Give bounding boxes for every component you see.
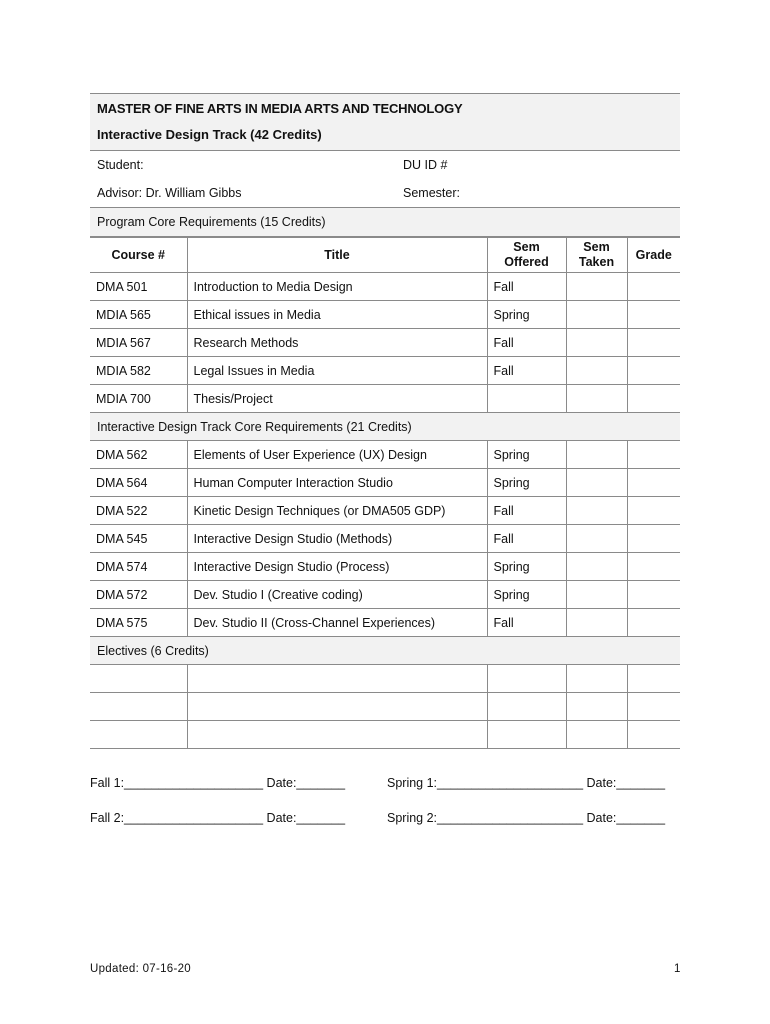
track-course-row [90,609,680,637]
elective-row [90,665,680,693]
course-number: MDIA 700 [90,385,187,413]
grade-cell[interactable] [627,301,680,329]
course-title: Thesis/Project [187,385,487,413]
course-number: DMA 501 [90,273,187,301]
elective-offered-cell[interactable] [487,721,566,749]
fall2-signature[interactable]: Fall 2:____________________ Date:_______ [90,811,346,825]
sem-taken-cell[interactable] [566,525,627,553]
track-course-row [90,441,680,469]
sem-offered: Fall [487,329,566,357]
course-title: Interactive Design Studio (Methods) [187,525,487,553]
course-title: Legal Issues in Media [187,357,487,385]
sem-taken-cell[interactable] [566,553,627,581]
course-number: MDIA 565 [90,301,187,329]
title-header: Title [187,238,487,273]
core-course-row [90,385,680,413]
grade-cell[interactable] [627,497,680,525]
sem-taken-cell[interactable] [566,609,627,637]
track-course-row [90,581,680,609]
elective-course-cell[interactable] [90,721,187,749]
elective-course-cell[interactable] [90,665,187,693]
sem-offered: Fall [487,609,566,637]
elective-grade-cell[interactable] [627,693,680,721]
elective-taken-cell[interactable] [566,665,627,693]
elective-offered-cell[interactable] [487,693,566,721]
table-header-row [90,238,680,273]
spring2-signature[interactable]: Spring 2:_____________________ Date:_______ [387,811,666,825]
grade-cell[interactable] [627,357,680,385]
form-subtitle: Interactive Design Track (42 Credits) [97,127,322,142]
course-title: Introduction to Media Design [187,273,487,301]
track-course-row [90,497,680,525]
sem-offered: Fall [487,273,566,301]
grade-cell[interactable] [627,609,680,637]
sem-taken-cell[interactable] [566,301,627,329]
course-table [90,237,680,749]
sem-offered: Spring [487,581,566,609]
sem-offered: Fall [487,357,566,385]
grade-cell[interactable] [627,525,680,553]
elective-course-cell[interactable] [90,693,187,721]
form-title: MASTER OF FINE ARTS IN MEDIA ARTS AND TECHNOLOGY [97,101,463,116]
course-title: Kinetic Design Techniques (or DMA505 GDP) [187,497,487,525]
section-track-row [90,413,680,441]
elective-offered-cell[interactable] [487,665,566,693]
student-label: Student: [97,158,144,172]
signature-row-1 [90,772,680,807]
grade-cell[interactable] [627,469,680,497]
grade-cell[interactable] [627,581,680,609]
grade-cell[interactable] [627,273,680,301]
grade-cell[interactable] [627,329,680,357]
fall1-signature[interactable]: Fall 1:____________________ Date:_______ [90,776,346,790]
page-number: 1 [674,963,681,975]
elective-title-cell[interactable] [187,721,487,749]
sem-taken-cell[interactable] [566,469,627,497]
grade-header: Grade [627,238,680,273]
core-course-row [90,329,680,357]
course-title: Human Computer Interaction Studio [187,469,487,497]
sem-taken-cell[interactable] [566,497,627,525]
course-title: Interactive Design Studio (Process) [187,553,487,581]
course-number: DMA 545 [90,525,187,553]
section-electives: Electives (6 Credits) [90,637,680,665]
elective-taken-cell[interactable] [566,721,627,749]
sem-taken-cell[interactable] [566,273,627,301]
core-course-row [90,301,680,329]
spring1-signature[interactable]: Spring 1:_____________________ Date:_______ [387,776,666,790]
course-number: DMA 575 [90,609,187,637]
elective-taken-cell[interactable] [566,693,627,721]
signature-row-2 [90,807,680,842]
course-title: Elements of User Experience (UX) Design [187,441,487,469]
section-electives-row [90,637,680,665]
course-number: DMA 574 [90,553,187,581]
sem-offered: Fall [487,497,566,525]
updated-date: Updated: 07-16-20 [90,963,192,975]
core-course-row [90,273,680,301]
course-title: Research Methods [187,329,487,357]
sem-offered: Spring [487,469,566,497]
course-number: DMA 562 [90,441,187,469]
sem-offered-header: Sem Offered [487,238,566,273]
sem-taken-cell[interactable] [566,581,627,609]
sem-taken-header: Sem Taken [566,238,627,273]
student-row [90,151,680,179]
section-track: Interactive Design Track Core Requirements (21 Credits) [90,413,680,441]
sem-offered: Fall [487,525,566,553]
course-number: DMA 522 [90,497,187,525]
elective-row [90,693,680,721]
elective-title-cell[interactable] [187,665,487,693]
track-course-row [90,525,680,553]
elective-grade-cell[interactable] [627,665,680,693]
sem-offered: Spring [487,441,566,469]
advisor-label: Advisor: Dr. William Gibbs [97,186,242,200]
elective-title-cell[interactable] [187,693,487,721]
sem-offered: Spring [487,301,566,329]
course-number: DMA 572 [90,581,187,609]
track-course-row [90,469,680,497]
signature-block [90,772,680,842]
sem-taken-cell[interactable] [566,441,627,469]
elective-row [90,721,680,749]
core-course-row [90,357,680,385]
course-title: Ethical issues in Media [187,301,487,329]
form-header [90,93,680,151]
course-number: MDIA 582 [90,357,187,385]
section-core: Program Core Requirements (15 Credits) [90,207,680,237]
track-course-row [90,553,680,581]
sem-taken-cell[interactable] [566,329,627,357]
degree-form [90,93,680,749]
grade-cell[interactable] [627,441,680,469]
grade-cell[interactable] [627,385,680,413]
duid-label: DU ID # [403,158,448,172]
sem-offered [487,385,566,413]
course-title: Dev. Studio I (Creative coding) [187,581,487,609]
course-header: Course # [90,238,187,273]
sem-offered: Spring [487,553,566,581]
advisor-row [90,179,680,207]
course-title: Dev. Studio II (Cross-Channel Experiences) [187,609,487,637]
sem-taken-cell[interactable] [566,385,627,413]
course-number: DMA 564 [90,469,187,497]
course-number: MDIA 567 [90,329,187,357]
grade-cell[interactable] [627,553,680,581]
sem-taken-cell[interactable] [566,357,627,385]
elective-grade-cell[interactable] [627,721,680,749]
semester-label: Semester: [403,186,460,200]
